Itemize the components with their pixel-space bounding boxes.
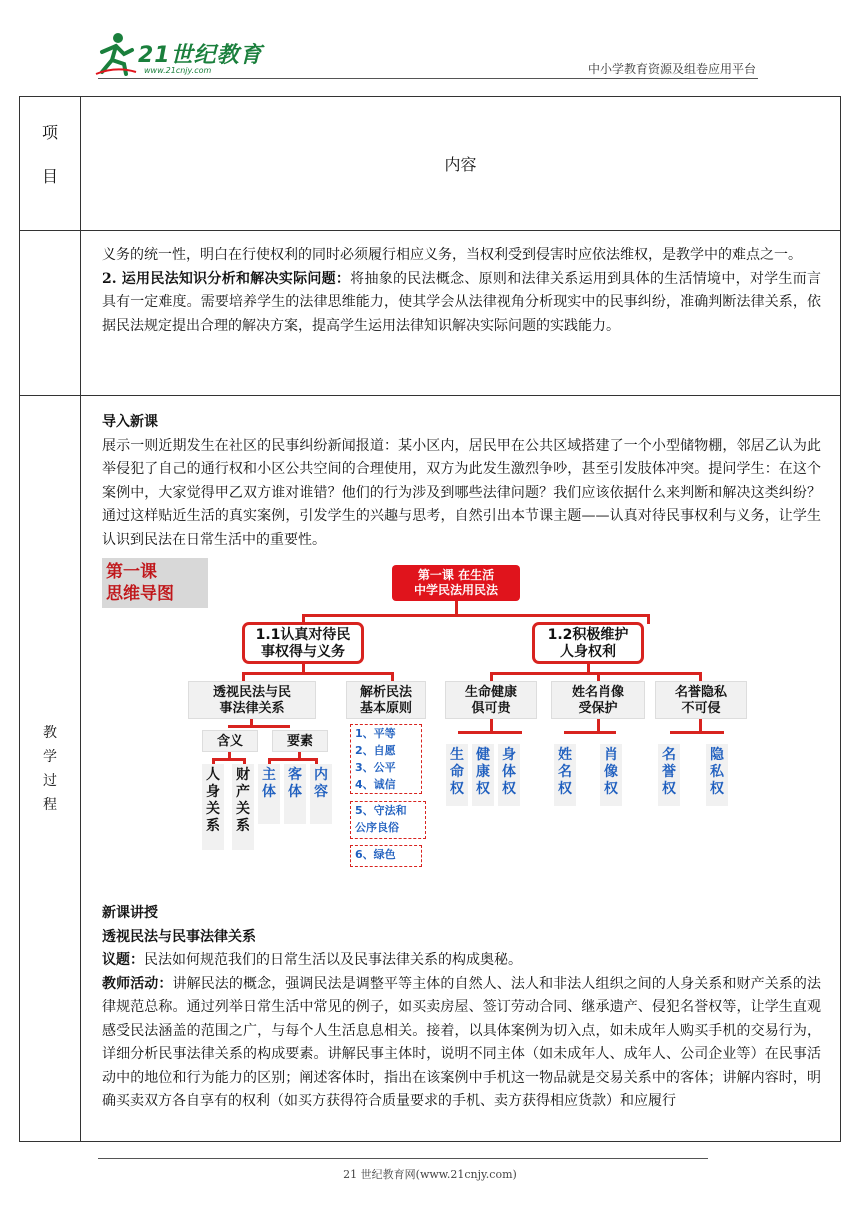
node-line: 生命健康 [464, 685, 517, 700]
label-char: 学 [43, 748, 57, 765]
leaf-right-to-health: 健康权 [472, 744, 494, 806]
principles-list-1-4 [350, 724, 422, 794]
leaf-right-to-body: 身体权 [498, 744, 520, 806]
intro-text: 展示一则近期发生在社区的民事纠纷新闻报道：某小区内，居民甲在公共区域搭建了一个小型储物棚，邻居乙认为此举侵犯了自己的通行权和小区公共空间的合理使用，双方为此发生激烈争吵，甚至引发肢体冲突。提问学生：在这个案例中，大家觉得甲乙双方谁对谁错？他们的行为涉及到哪些法律问题？我们应该依据什么来判断和解决这类纠纷？通过这样贴近生活的真实案例，引发学生的兴趣与思考，自然引出本节课主题——认真对待民事权利与义务，让学生认识到民法在日常生活中的重要性。 [102, 437, 821, 548]
node-line: 受保护 [578, 701, 618, 716]
runner-logo-icon [94, 30, 138, 76]
connector [228, 725, 290, 728]
node-line: 解析民法 [359, 685, 412, 700]
mind-map-title-line: 思维导图 [106, 584, 174, 604]
logo [94, 30, 264, 78]
node-reputation-privacy [655, 681, 747, 719]
label-char: 程 [43, 796, 57, 813]
new-lesson-title: 新课讲授 [102, 905, 158, 921]
node-elements: 要素 [272, 730, 328, 752]
node-line: 俱可贵 [471, 701, 511, 716]
teacher-activity-text: 讲解民法的概念，强调民法是调整平等主体的自然人、法人和非法人组织之间的人身关系和财产关系的法律规范总称。通过列举日常生活中常见的例子，如买卖房屋、签订劳动合同、继承遗产、侵犯名誉权等，让学生直观感受民法涵盖的范围之广，与每个人生活息息相关。接着，以具体案例为切入点，如未成年人购买手机的交易行为，详细分析民事法律关系的构成要素。讲解民事主体时，说明不同主体（如未成年人、成年人、公司企业等）在民事活动中的地位和行为能力的区别；阐述客体时，指出在该案例中手机这一物品就是交易关系中的客体；讲解内容时，明确买卖双方各自享有的权利（如买方获得符合质量要求的手机、卖方获得相应货款）和应履行 [102, 975, 821, 1109]
lesson-table [19, 96, 841, 1142]
topic-text: 民法如何规范我们的日常生活以及民事法律关系的构成奥秘。 [144, 952, 522, 968]
node-line: 透视民法与民 [212, 685, 291, 700]
connector [458, 731, 522, 734]
principles-item-5 [350, 801, 426, 839]
principle-item: 5、守法和 [355, 804, 407, 817]
node-line: 事法律关系 [219, 701, 285, 716]
branch-line: 人身权利 [560, 644, 616, 660]
principle-item: 1、平等 [355, 727, 396, 740]
principle-item: 6、绿色 [355, 848, 396, 861]
connector [564, 731, 616, 734]
col-header-item [20, 97, 81, 231]
leaf-personal-relations: 人身关系 [202, 764, 224, 850]
difficulty-point-text: 将抽象的民法概念、原则和法律关系运用到具体的生活情境中，对学生而言具有一定难度。需要培养学生的法律思维能力，使其学会从法律视角分析现实中的民事纠纷，准确判断法律关系，依据民法规定提出合理的解决方案，提高学生运用法律知识解决实际问题的实践能力。 [102, 270, 821, 334]
process-cell [81, 396, 841, 1142]
label-char: 过 [43, 772, 57, 789]
mind-map-title [102, 558, 208, 608]
difficulty-cell [81, 231, 841, 396]
difficulty-point-title: 2. 运用民法知识分析和解决实际问题： [102, 270, 351, 287]
branch-line: 事权得与义务 [261, 644, 345, 660]
branch-rights-obligations [242, 622, 364, 664]
footer-divider [98, 1158, 708, 1159]
leaf-subject: 主体 [258, 764, 280, 824]
header-divider [98, 78, 758, 79]
difficulty-para-1: 义务的统一性，明白在行使权利的同时必须履行相应义务，当权利受到侵害时应依法维权，是教学中的难点之一。 [102, 247, 802, 263]
connector [212, 758, 246, 761]
section-title: 透视民法与民事法律关系 [102, 928, 256, 945]
root-line: 第一课 在生活 [417, 568, 495, 582]
node-name-portrait [551, 681, 645, 719]
root-line: 中学民法用民法 [413, 583, 498, 597]
node-line: 名誉隐私 [674, 685, 727, 700]
leaf-right-to-life: 生命权 [446, 744, 468, 806]
connector [302, 614, 650, 617]
node-line: 姓名肖像 [571, 685, 624, 700]
row-label-empty [20, 231, 81, 396]
node-civil-law-relations [188, 681, 316, 719]
branch-line: 1.2积极维护 [547, 627, 629, 643]
principle-item: 4、诚信 [355, 778, 396, 791]
platform-caption: 中小学教育资源及组卷应用平台 [587, 62, 756, 76]
node-meaning: 含义 [202, 730, 258, 752]
principle-item: 3、公平 [355, 761, 396, 774]
header-char: 目 [41, 167, 58, 186]
connector [242, 672, 394, 675]
leaf-right-to-name: 姓名权 [554, 744, 576, 806]
table-header-row [20, 97, 841, 231]
connector [647, 614, 650, 624]
topic-label: 议题： [102, 952, 144, 968]
header-char: 项 [41, 123, 58, 142]
mind-map-root [392, 565, 520, 601]
node-basic-principles [346, 681, 426, 719]
principle-item: 2、自愿 [355, 744, 396, 757]
leaf-right-to-reputation: 名誉权 [658, 744, 680, 806]
connector [490, 672, 702, 675]
node-life-health [445, 681, 537, 719]
node-line: 基本原则 [359, 701, 412, 716]
connector [268, 758, 318, 761]
topic-paragraph [102, 949, 821, 973]
col-header-content: 内容 [81, 97, 841, 231]
teacher-activity-label: 教师活动： [102, 975, 173, 992]
table-row-difficulty [20, 231, 841, 396]
page-footer: 21 世纪教育网(www.21cnjy.com) [343, 1168, 517, 1181]
logo-url: www.21cnjy.com [144, 66, 212, 75]
leaf-object: 客体 [284, 764, 306, 824]
logo-text: 21世纪教育 [138, 43, 263, 68]
leaf-content: 内容 [310, 764, 332, 824]
difficulty-para-2 [102, 268, 821, 339]
label-char: 教 [43, 724, 57, 741]
branch-line: 1.1认真对待民 [255, 627, 351, 643]
mind-map-title-line: 第一课 [106, 562, 157, 582]
principle-item: 公序良俗 [355, 821, 399, 834]
branch-personal-rights [532, 622, 644, 664]
connector [670, 731, 724, 734]
mind-map [102, 558, 742, 872]
page-header [0, 0, 860, 90]
row-label-process [20, 396, 81, 1142]
principles-item-6 [350, 845, 422, 867]
table-row-process [20, 396, 841, 1142]
leaf-right-to-portrait: 肖像权 [600, 744, 622, 806]
intro-title: 导入新课 [102, 414, 158, 430]
leaf-right-to-privacy: 隐私权 [706, 744, 728, 806]
node-line: 不可侵 [681, 701, 721, 716]
leaf-property-relations: 财产关系 [232, 764, 254, 850]
teacher-activity-paragraph [102, 973, 821, 1114]
